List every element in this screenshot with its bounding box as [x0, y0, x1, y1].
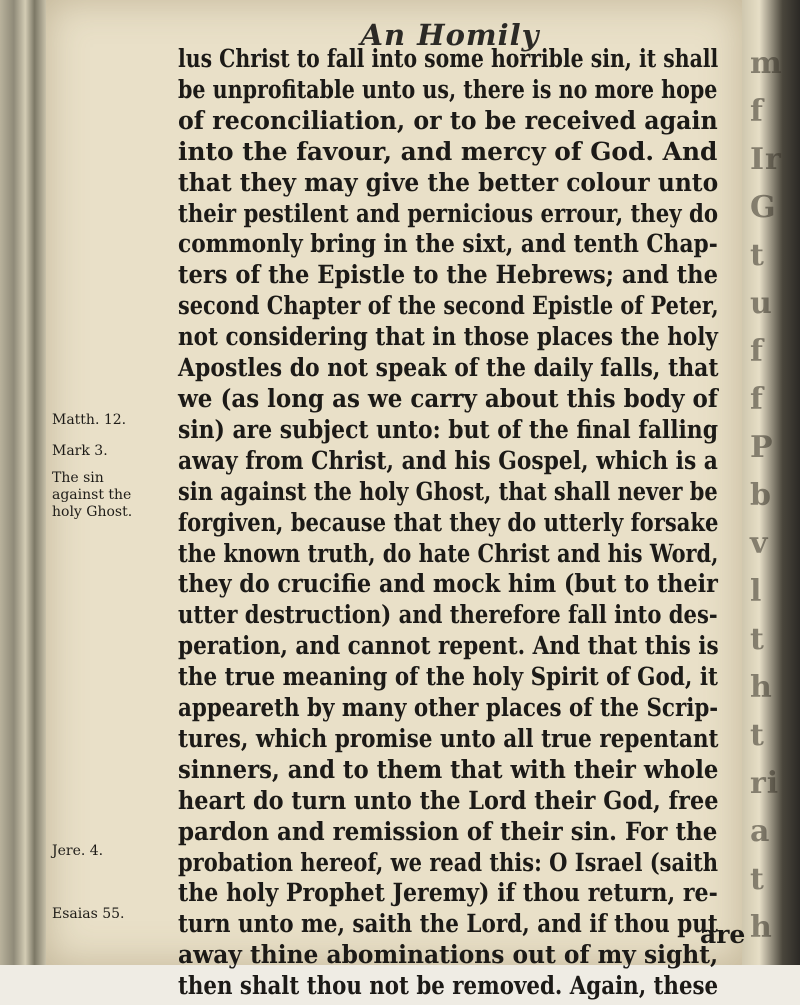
text-line: be unprofitable unto us, there is no more hope: [178, 74, 718, 104]
text-line: turn unto me, saith the Lord, and if thou put: [178, 909, 718, 939]
text-line: the holy Prophet Jeremy) if thou return, re-: [178, 878, 718, 908]
margin-note-esaias: Esaias 55.: [52, 906, 125, 922]
text-line: peration, and cannot repent. And that this is: [178, 631, 719, 661]
text-line: their pestilent and pernicious errour, they do: [178, 198, 719, 228]
text-line: commonly bring in the sixt, and tenth Chap-: [178, 229, 718, 259]
text-line: away from Christ, and his Gospel, which is a: [178, 445, 718, 475]
text-line: sinners, and to them that with their whole: [178, 754, 719, 784]
text-line: that they may give the better colour unto: [178, 167, 719, 197]
text-line: we (as long as we carry about this body of: [178, 383, 718, 413]
margin-note-matthew: Matth. 12.: [52, 412, 127, 428]
margin-note-mark: Mark 3.: [52, 443, 108, 459]
text-line: not considering that in those places the holy: [178, 322, 718, 352]
text-line: tures, which promise unto all true repentant: [178, 723, 719, 753]
text-line: of reconciliation, or to be received again: [178, 105, 718, 135]
catchword: are: [700, 920, 746, 949]
text-line: sin) are subject unto: but of the final falling: [178, 414, 719, 444]
text-line: the known truth, do hate Christ and his Word,: [178, 538, 719, 568]
page-body: [178, 44, 738, 1002]
running-title: An Homily: [360, 18, 540, 52]
text-line: Apostles do not speak of the daily falls, that: [178, 353, 719, 383]
facing-page-bleed: m f Ir G t u f f P b v l t h t ri a t h: [750, 46, 783, 945]
text-line: appeareth by many other places of the Scrip-: [178, 693, 719, 723]
text-line: utter destruction) and therefore fall into des-: [178, 600, 718, 630]
text-line: forgiven, because that they do utterly forsake: [178, 507, 719, 537]
text-line: heart do turn unto the Lord their God, free: [178, 785, 719, 815]
text-line: the true meaning of the holy Spirit of God, it: [178, 662, 718, 692]
book-gutter: [0, 0, 46, 1005]
text-line: then shalt thou not be removed. Again, these: [178, 971, 719, 1001]
text-line: away thine abominations out of my sight,: [178, 940, 719, 970]
margin-note-against: against the: [52, 487, 132, 503]
text-line: they do crucifie and mock him (but to their: [178, 569, 718, 599]
text-line: ters of the Epistle to the Hebrews; and the: [178, 260, 719, 290]
text-line: lus Christ to fall into some horrible sin, it shall: [178, 44, 719, 73]
text-line: pardon and remission of their sin. For the: [178, 816, 718, 846]
margin-note-ghost: holy Ghost.: [52, 504, 133, 520]
text-line: into the favour, and mercy of God. And: [178, 136, 718, 166]
margin-note-jeremy: Jere. 4.: [52, 843, 104, 859]
text-line: second Chapter of the second Epistle of Peter,: [178, 291, 719, 321]
margin-note-sin: The sin: [52, 470, 104, 486]
text-line: sin against the holy Ghost, that shall never be: [178, 476, 718, 506]
text-line: probation hereof, we read this: O Israel (saith: [178, 847, 719, 877]
